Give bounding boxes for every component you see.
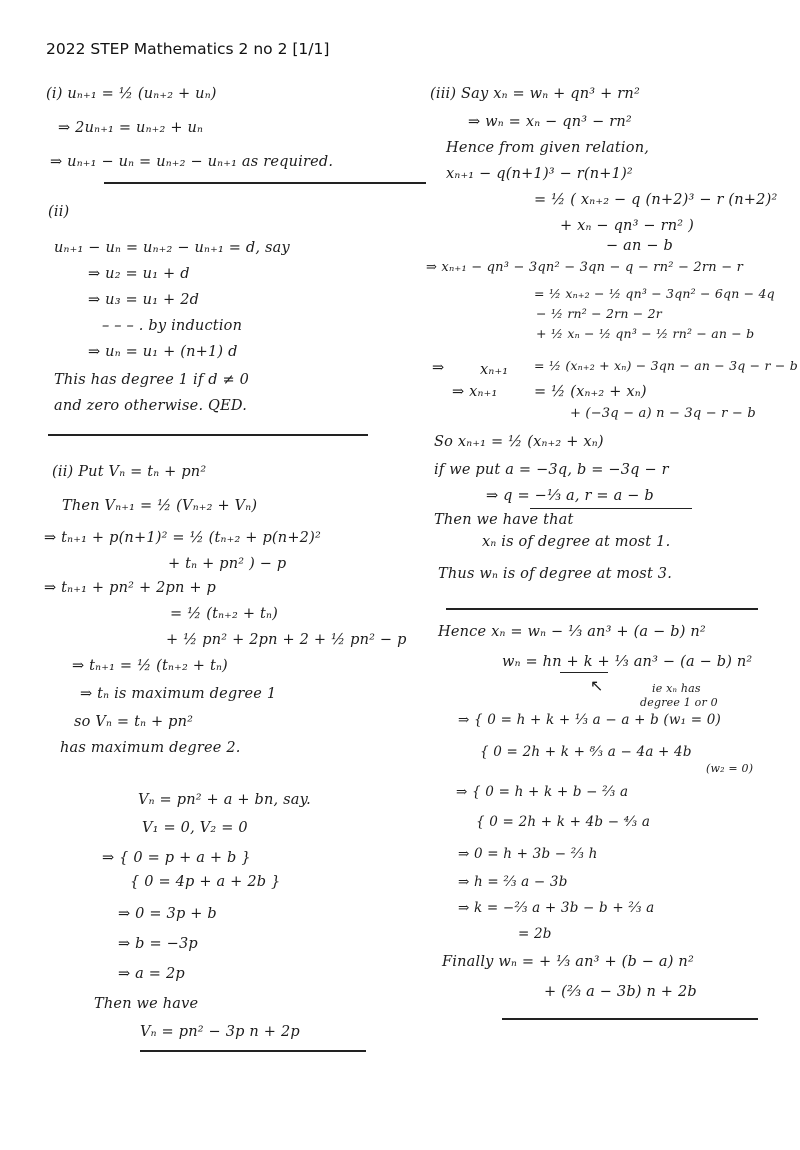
solution-line: ⇒ tₙ₊₁ = ½ (tₙ₊₂ + tₙ) bbox=[72, 658, 228, 674]
solution-line: ⇒ 2uₙ₊₁ = uₙ₊₂ + uₙ bbox=[58, 120, 204, 136]
solution-line: ⇒ tₙ₊₁ + pn² + 2pn + p bbox=[44, 580, 216, 596]
solution-line: ⇒ h = ⅔ a − 3b bbox=[458, 874, 568, 890]
solution-line: Vₙ = pn² + a + bn, say. bbox=[138, 792, 311, 808]
solution-line: and zero otherwise. QED. bbox=[54, 398, 248, 414]
solution-line: + (⅔ a − 3b) n + 2b bbox=[544, 984, 697, 1000]
annotation-arrow-icon: ↖ bbox=[590, 676, 604, 695]
solution-line: Thus wₙ is of degree at most 3. bbox=[438, 566, 673, 582]
solution-line: = ½ ( xₙ₊₂ − q (n+2)³ − r (n+2)² bbox=[534, 192, 778, 208]
solution-line: ⇒ bbox=[432, 360, 445, 376]
annotation-note: (w₂ = 0) bbox=[706, 762, 754, 775]
solution-line: so Vₙ = tₙ + pn² bbox=[74, 714, 194, 730]
solution-line: if we put a = −3q, b = −3q − r bbox=[434, 462, 669, 478]
solution-line: V₁ = 0, V₂ = 0 bbox=[142, 820, 248, 836]
solution-line: ⇒ q = −⅓ a, r = a − b bbox=[486, 488, 654, 504]
solution-line: − an − b bbox=[606, 238, 673, 254]
solution-line: ⇒ wₙ = xₙ − qn³ − rn² bbox=[468, 114, 632, 130]
solution-line: uₙ₊₁ − uₙ = uₙ₊₂ − uₙ₊₁ = d, say bbox=[54, 240, 290, 256]
solution-line: = ½ (xₙ₊₂ + xₙ) − 3qn − an − 3q − r − b bbox=[534, 358, 798, 373]
solution-line: ⇒ k = −⅔ a + 3b − b + ⅔ a bbox=[458, 900, 655, 916]
solution-line: (iii) Say xₙ = wₙ + qn³ + rn² bbox=[430, 86, 640, 102]
result-underline bbox=[560, 672, 608, 673]
solution-line: ⇒ { 0 = h + k + ⅓ a − a + b (w₁ = 0) bbox=[458, 712, 722, 728]
solution-line: So xₙ₊₁ = ½ (xₙ₊₂ + xₙ) bbox=[434, 434, 604, 450]
solution-line: This has degree 1 if d ≠ 0 bbox=[54, 372, 250, 388]
solution-line: = 2b bbox=[518, 926, 552, 942]
solution-line: ⇒ tₙ₊₁ + p(n+1)² = ½ (tₙ₊₂ + p(n+2)² bbox=[44, 530, 321, 546]
solution-line: + xₙ − qn³ − rn² ) bbox=[560, 218, 694, 234]
section-divider bbox=[48, 434, 368, 436]
section-divider bbox=[502, 1018, 758, 1020]
section-divider bbox=[446, 608, 758, 610]
solution-line: ⇒ { 0 = h + k + b − ⅔ a bbox=[456, 784, 629, 800]
solution-line: ⇒ 0 = h + 3b − ⅔ h bbox=[458, 846, 598, 862]
solution-line: ⇒ { 0 = p + a + b } bbox=[102, 850, 251, 866]
annotation-note: ie xₙ has bbox=[652, 682, 701, 695]
solution-line: Hence xₙ = wₙ − ⅓ an³ + (a − b) n² bbox=[438, 624, 706, 640]
solution-line: wₙ = hn + k + ⅓ an³ − (a − b) n² bbox=[502, 654, 753, 670]
result-underline bbox=[530, 508, 692, 509]
solution-line: { 0 = 2h + k + 4b − ⁴⁄₃ a bbox=[476, 814, 651, 830]
solution-line: ⇒ b = −3p bbox=[118, 936, 198, 952]
solution-line: xₙ is of degree at most 1. bbox=[482, 534, 671, 550]
solution-line: ⇒ xₙ₊₁ − qn³ − 3qn² − 3qn − q − rn² − 2rn − r bbox=[426, 260, 744, 275]
solution-line: = ½ (xₙ₊₂ + xₙ) bbox=[534, 384, 647, 400]
solution-line: ⇒ uₙ = u₁ + (n+1) d bbox=[88, 344, 238, 360]
solution-line: – – – . by induction bbox=[102, 318, 243, 334]
solution-line: = ½ xₙ₊₂ − ½ qn³ − 3qn² − 6qn − 4q bbox=[534, 286, 775, 301]
solution-line: + tₙ + pn² ) − p bbox=[168, 556, 287, 572]
solution-line: + (−3q − a) n − 3q − r − b bbox=[570, 406, 756, 421]
solution-line: + ½ xₙ − ½ qn³ − ½ rn² − an − b bbox=[536, 326, 755, 341]
solution-line: ⇒ a = 2p bbox=[118, 966, 185, 982]
solution-line: ⇒ uₙ₊₁ − uₙ = uₙ₊₂ − uₙ₊₁ as required. bbox=[50, 154, 334, 170]
solution-line: (ii) bbox=[48, 204, 70, 220]
solution-line: ⇒ xₙ₊₁ bbox=[452, 384, 498, 400]
solution-line: { 0 = 4p + a + 2b } bbox=[130, 874, 281, 890]
solution-line: xₙ₊₁ bbox=[480, 362, 509, 378]
solution-line: + ½ pn² + 2pn + 2 + ½ pn² − p bbox=[166, 632, 407, 648]
solution-line: Then we have that bbox=[434, 512, 574, 528]
solution-line: ⇒ u₃ = u₁ + 2d bbox=[88, 292, 200, 308]
solution-line: ⇒ 0 = 3p + b bbox=[118, 906, 217, 922]
solution-line: ⇒ u₂ = u₁ + d bbox=[88, 266, 190, 282]
solution-line: { 0 = 2h + k + ⁸⁄₃ a − 4a + 4b bbox=[480, 744, 692, 760]
solution-line: Vₙ = pn² − 3p n + 2p bbox=[140, 1024, 300, 1040]
solution-line: − ½ rn² − 2rn − 2r bbox=[536, 306, 662, 321]
solution-line: Finally wₙ = + ⅓ an³ + (b − a) n² bbox=[442, 954, 694, 970]
annotation-note: degree 1 or 0 bbox=[640, 696, 718, 709]
solution-line: Then we have bbox=[94, 996, 199, 1012]
solution-line: Hence from given relation, bbox=[446, 140, 650, 156]
solution-line: Then Vₙ₊₁ = ½ (Vₙ₊₂ + Vₙ) bbox=[62, 498, 258, 514]
page-title: 2022 STEP Mathematics 2 no 2 [1/1] bbox=[46, 40, 330, 58]
solution-line: (i) uₙ₊₁ = ½ (uₙ₊₂ + uₙ) bbox=[46, 86, 217, 102]
solution-line: = ½ (tₙ₊₂ + tₙ) bbox=[170, 606, 278, 622]
solution-line: (ii) Put Vₙ = tₙ + pn² bbox=[52, 464, 207, 480]
solution-line: xₙ₊₁ − q(n+1)³ − r(n+1)² bbox=[446, 166, 633, 182]
solution-line: has maximum degree 2. bbox=[60, 740, 241, 756]
section-divider bbox=[104, 182, 426, 184]
section-divider bbox=[140, 1050, 366, 1052]
solution-line: ⇒ tₙ is maximum degree 1 bbox=[80, 686, 277, 702]
